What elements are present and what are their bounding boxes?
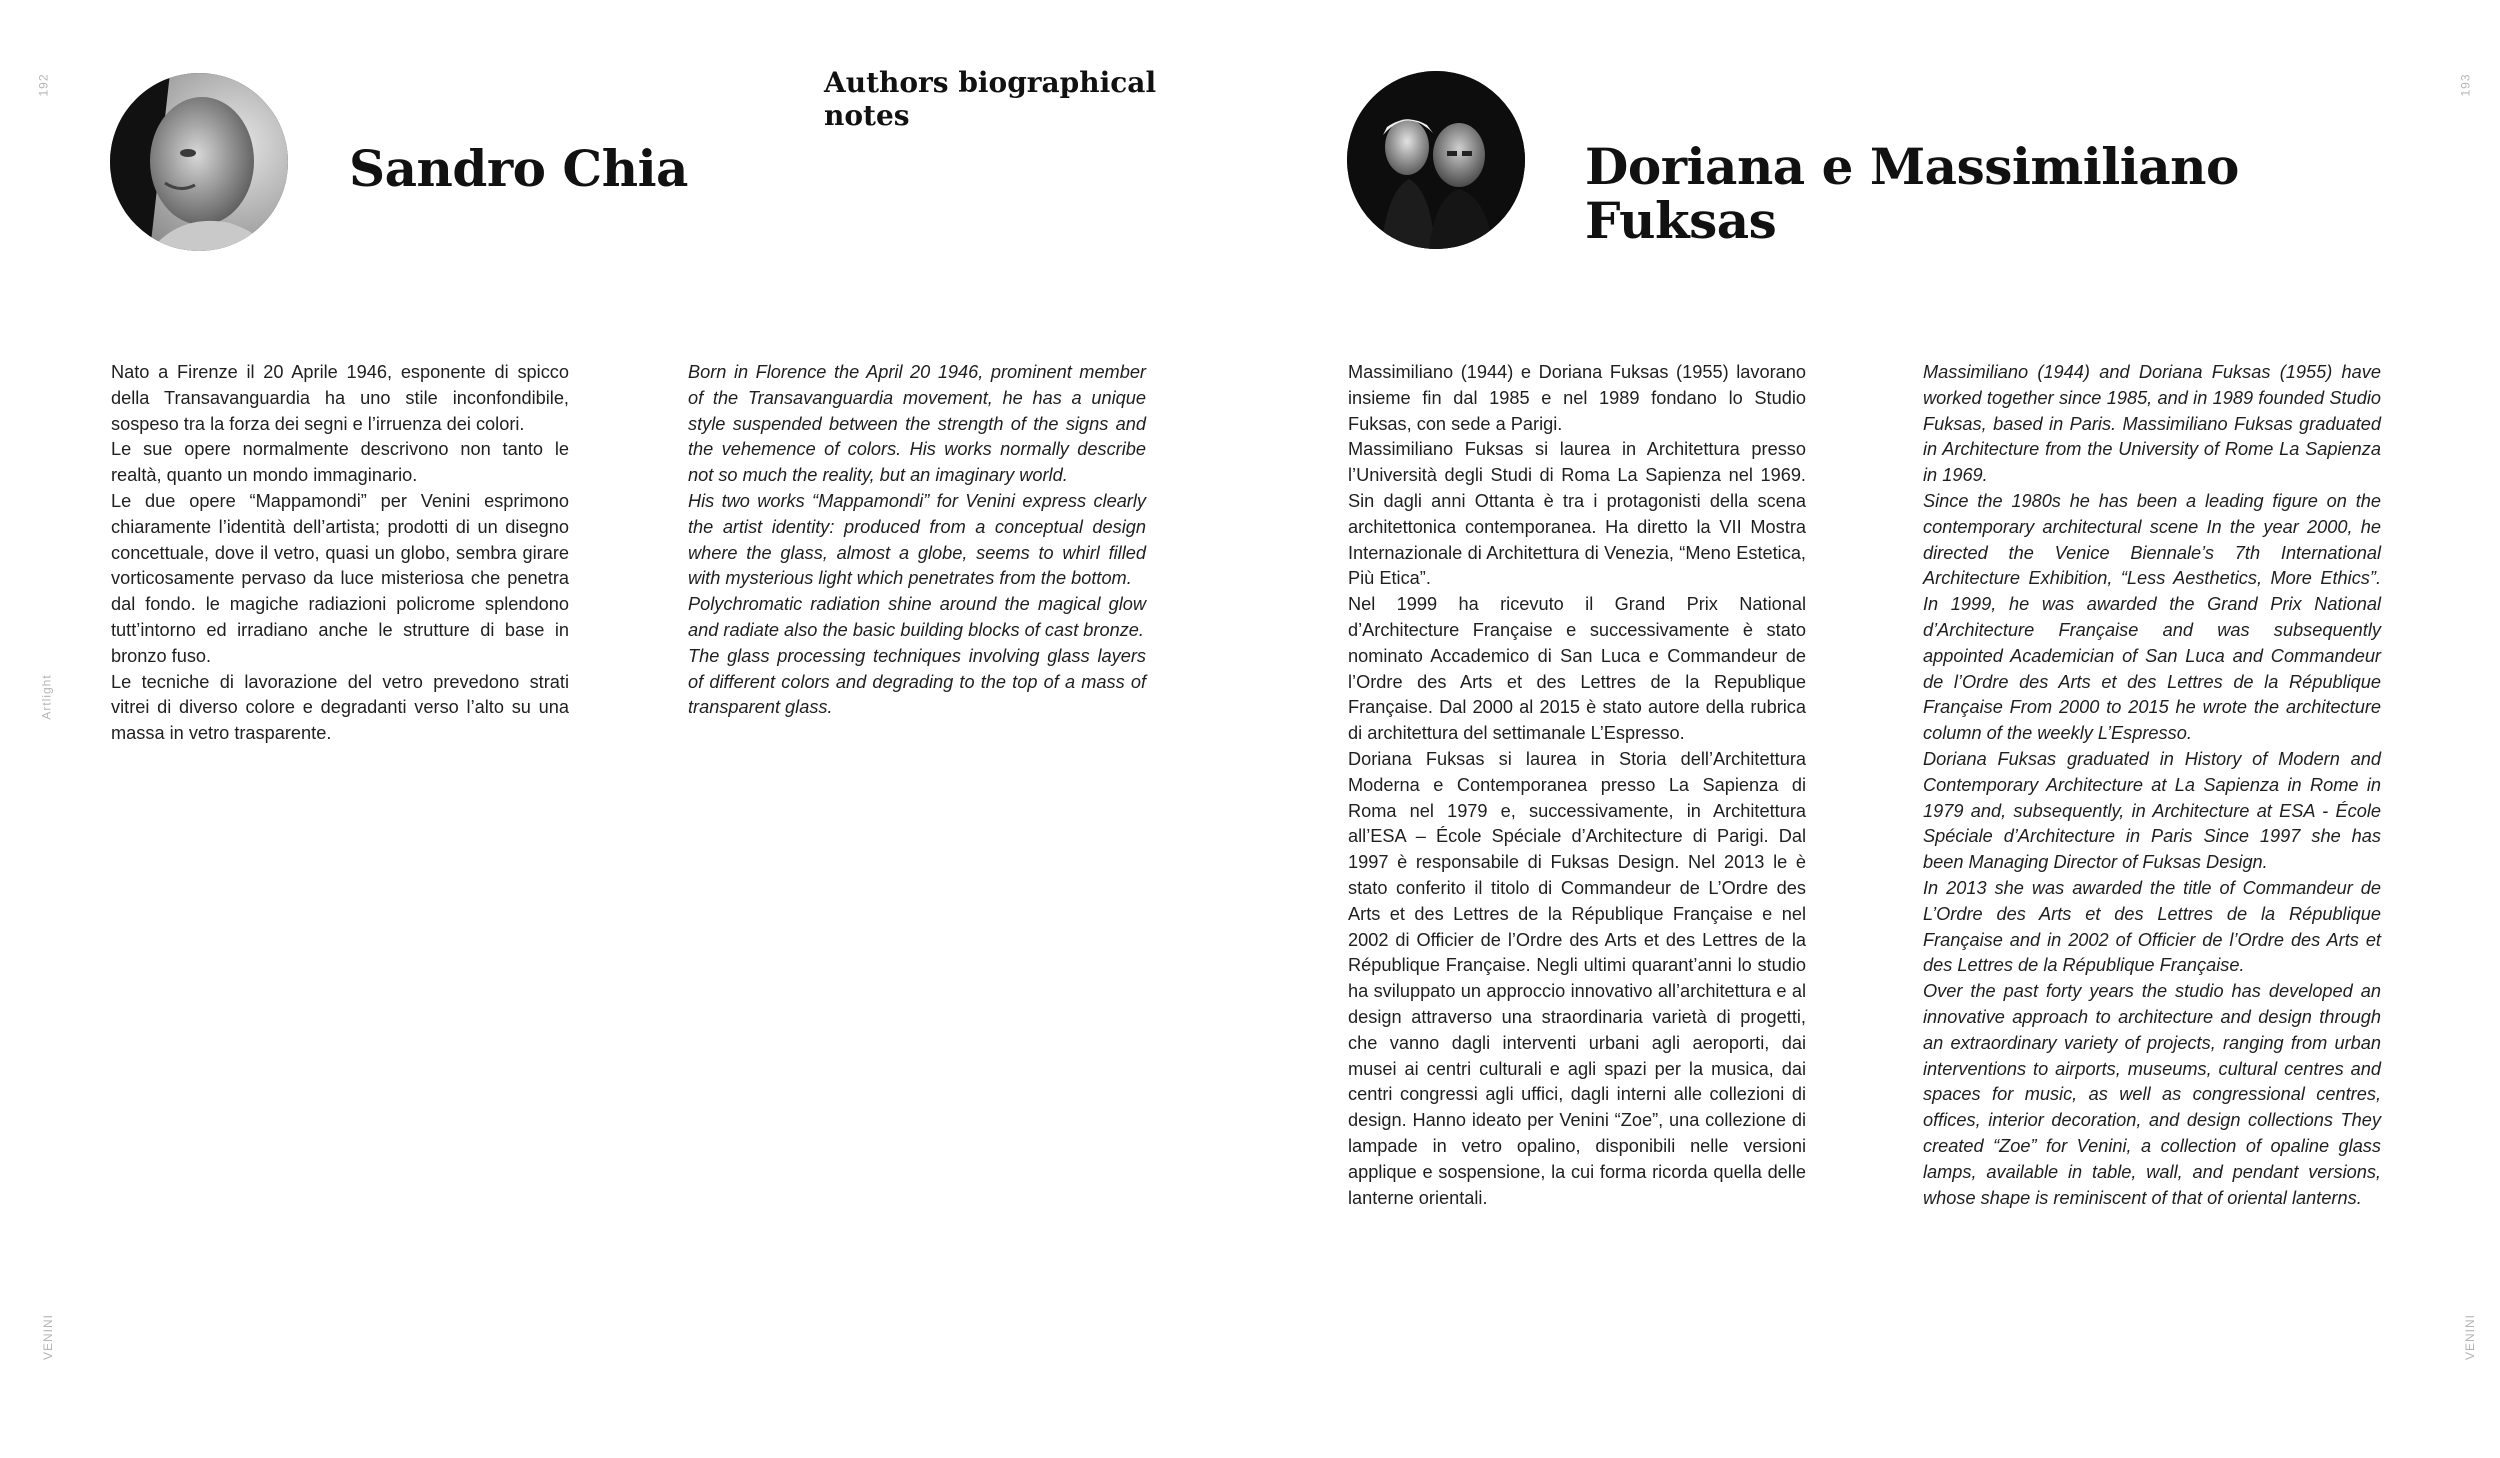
bio-paragraph: Nel 1999 ha ricevuto il Grand Prix National d’Architecture Française e successivamente è stato nominato Accademico di San Luca e Commandeur de l’Ordre des Arts et des Lettres de la Republique Française. Dal 2000 al 2015 è stato autore della rubrica di architettura del settimanale L’Espresso.: [1348, 594, 1806, 744]
brand-label-right: VENINI: [2463, 1313, 2478, 1361]
author-portrait-fuksas: [1347, 71, 1525, 249]
bio-paragraph: In 2013 she was awarded the title of Commandeur de L’Ordre des Arts et des Lettres de la République Française and in 2002 of Officier de l’Ordre des Arts et des Lettres de la République Française.: [1923, 877, 2381, 976]
page-number-right: 193: [2458, 73, 2473, 97]
bio-paragraph: Over the past forty years the studio has developed an innovative approach to architecture and design through an extraordinary variety of projects, ranging from urban interventions to airports, museums, cultural centres and spaces for music, as well as congressional centres, offices, interior decoration, and design collections They created “Zoe” for Venini, a collection of opaline glass lamps, available in table, wall, and pendant versions, whose shape is reminiscent of that of oriental lanterns.: [1923, 981, 2381, 1208]
bio-paragraph: Massimiliano (1944) e Doriana Fuksas (1955) lavorano insieme fin dal 1985 e nel 1989 fondano lo Studio Fuksas, con sede a Parigi.: [1348, 362, 1806, 434]
brand-label-left: VENINI: [41, 1313, 56, 1361]
portrait-photo-icon: [1347, 71, 1525, 249]
author-name-fuksas: [1585, 137, 2239, 250]
bio-paragraph: Massimiliano (1944) and Doriana Fuksas (1955) have worked together since 1985, and in 1989 founded Studio Fuksas, based in Paris. Massimiliano Fuksas graduated in Architecture from the University of Rome La Sapienza in 1969.: [1923, 362, 2381, 486]
bio-italian-fuksas: [1348, 360, 1806, 1211]
bio-paragraph: Doriana Fuksas graduated in History of Modern and Contemporary Architecture at La Sapienza in Rome in 1979 and, subsequently, in Architecture at ESA - École Spéciale d’Architecture in Paris Since 1997 she has been Managing Director of Fuksas Design.: [1923, 748, 2381, 873]
bio-paragraph: Born in Florence the April 20 1946, prominent member of the Transavanguardia movement, he has a unique style suspended between the strength of the signs and the vehemence of colors. His works normally describe not so much the reality, but an imaginary world.: [688, 362, 1146, 486]
bio-paragraph: Le tecniche di lavorazione del vetro prevedono strati vitrei di diverso colore e degradanti verso l’alto su una massa in vetro trasparente.: [111, 671, 569, 744]
bio-paragraph: His two works “Mappamondi” for Venini express clearly the artist identity: produced from a conceptual design where the glass, almost a globe, seems to whirl filled with mysterious light which penetrates from the bottom.: [688, 490, 1146, 589]
author-name-line: Doriana e Massimiliano: [1585, 137, 2239, 196]
page-number-left: 192: [36, 73, 51, 97]
bio-paragraph: Doriana Fuksas si laurea in Storia dell’Architettura Moderna e Contemporanea presso La Sapienza di Roma nel 1979 e, successivamente, in Architettura all’ESA – École Spéciale d’Architecture di Parigi. Dal 1997 è responsabile di Fuksas Design. Nel 2013 le è stato conferito il titolo di Commandeur de L’Ordre des Arts et des Lettres de la République Française e nel 2002 di Officier de l’Ordre des Arts et des Lettres de la République Française. Negli ultimi quarant’anni lo studio ha sviluppato un approccio innovativo all’architettura e al design attraverso una straordinaria varietà di progetti, che vanno dagli interventi urbani agli aeroporti, dai musei ai centri culturali e agli spazi per la musica, dai centri congressi agli uffici, dagli interni alle collezioni di design. Hanno ideato per Venini “Zoe”, una collezione di lampade in vetro opalino, disponibili nelle versioni applique e sospensione, la cui forma ricorda quella delle lanterne orientali.: [1348, 748, 1806, 1208]
bio-paragraph: Nato a Firenze il 20 Aprile 1946, esponente di spicco della Transavanguardia ha uno stile inconfondibile, sospeso tra la forza dei segni e l’irruenza dei colori.: [111, 362, 569, 434]
bio-paragraph: Le due opere “Mappamondi” per Venini esprimono chiaramente l’identità dell’artista; prodotti di un disegno concettuale, dove il vetro, quasi un globo, sembra girare vorticosamente pervaso da luce misteriosa che penetra dal fondo. le magiche radiazioni policrome splendono tutt’intorno ed irradiano anche le strutture di base in bronzo fuso.: [111, 490, 569, 666]
portrait-photo-icon: [110, 73, 288, 251]
bio-english-fuksas: [1923, 360, 2381, 1211]
right-page: [1250, 0, 2500, 1458]
bio-paragraph: The glass processing techniques involving glass layers of different colors and degrading to the top of a mass of transparent glass.: [688, 645, 1146, 718]
bio-paragraph: Massimiliano Fuksas si laurea in Architettura presso l’Università degli Studi di Roma La Sapienza nel 1969. Sin dagli anni Ottanta è tra i protagonisti della scena architettonica contemporanea. Ha diretto la VII Mostra Internazionale di Architettura di Venezia, “Meno Estetica, Più Etica”.: [1348, 439, 1806, 589]
bio-paragraph: Le sue opere normalmente descrivono non tanto le realtà, quanto un mondo immaginario.: [111, 439, 569, 486]
author-name-sandro-chia: Sandro Chia: [349, 139, 688, 198]
bio-paragraph: Polychromatic radiation shine around the magical glow and radiate also the basic building blocks of cast bronze.: [688, 594, 1146, 640]
author-name-line: Fuksas: [1585, 191, 1777, 250]
bio-italian-sandro-chia: [111, 360, 569, 747]
section-title: Authors biographical notes: [824, 66, 1157, 132]
bio-english-sandro-chia: [688, 360, 1146, 721]
book-title-label: Artlight: [39, 674, 54, 720]
bio-paragraph: Since the 1980s he has been a leading figure on the contemporary architectural scene In the year 2000, he directed the Venice Biennale’s 7th International Architecture Exhibition, “Less Aesthetics, More Ethics”. In 1999, he was awarded the Grand Prix National d’Architecture Française and was subsequently appointed Academician of San Luca and Commandeur de l’Ordre des Arts et des Lettres de la République Française From 2000 to 2015 he wrote the architecture column of the weekly L’Espresso.: [1923, 490, 2381, 744]
author-portrait-sandro-chia: [110, 73, 288, 251]
